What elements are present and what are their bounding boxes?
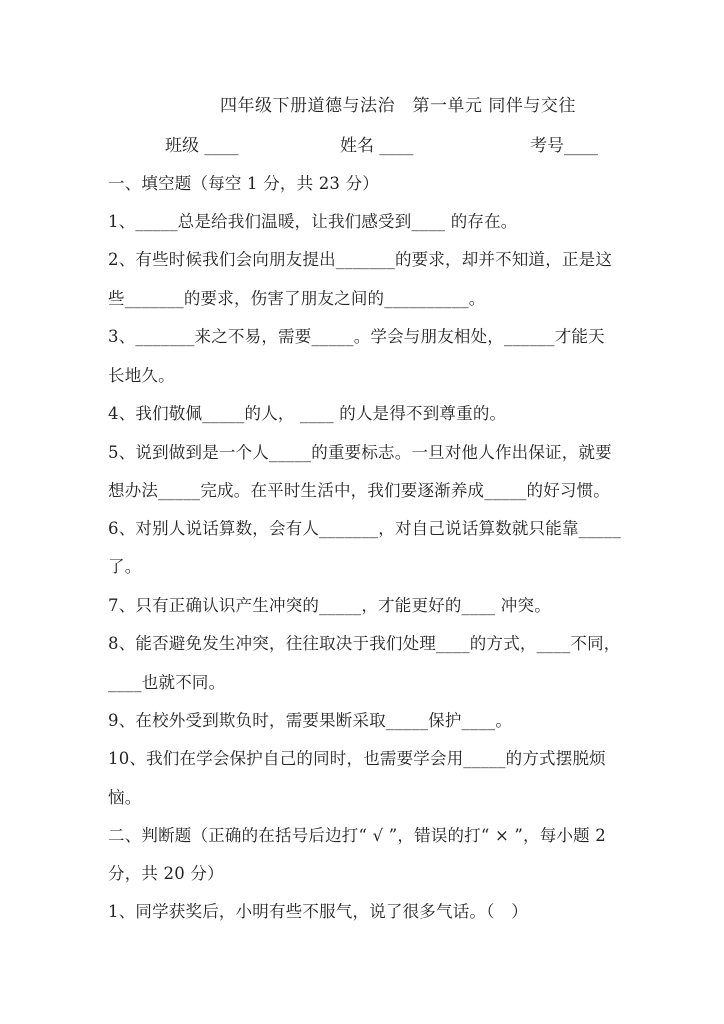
- question-line: 2、有些时候我们会向朋友提出_______的要求，却并不知道，正是这: [108, 250, 613, 269]
- section-heading-fill-in: 一、填空题（每空 1 分，共 23 分）: [108, 174, 379, 193]
- section-heading-true-false: 二、判断题（正确的在括号后边打“ √ ”，错误的打“ × ”，每小题 2: [108, 826, 607, 845]
- question-line: 7、只有正确认识产生冲突的_____，才能更好的____ 冲突。: [108, 596, 551, 615]
- class-field-label: 班级 ____: [165, 136, 239, 156]
- page-title: 四年级下册道德与法治 第一单元 同伴与交往: [220, 96, 576, 116]
- question-line: 8、能否避免发生冲突，往往取决于我们处理____的方式，____不同，: [108, 634, 621, 653]
- name-field-label: 姓名 ____: [340, 136, 414, 156]
- question-line: 了。: [108, 557, 142, 576]
- question-line: 1、同学获奖后，小明有些不服气，说了很多气话。（ ）: [108, 902, 528, 921]
- question-line: ____也就不同。: [108, 673, 226, 692]
- question-line: 10、我们在学会保护自己的同时，也需要学会用_____的方式摆脱烦: [108, 749, 606, 768]
- question-line: 5、说到做到是一个人_____的重要标志。一旦对他人作出保证，就要: [108, 443, 612, 462]
- question-line: 1、_____总是给我们温暖，让我们感受到____ 的存在。: [108, 212, 518, 231]
- question-line: 长地久。: [108, 366, 175, 385]
- question-line: 想办法_____完成。在平时生活中，我们要逐渐养成_____的好习惯。: [108, 481, 610, 500]
- question-line: 6、对别人说话算数，会有人_______，对自己说话算数就只能靠_____: [108, 519, 621, 538]
- question-line: 4、我们敬佩_____的人， ____ 的人是得不到尊重的。: [108, 404, 507, 423]
- question-line: 恼。: [108, 788, 142, 807]
- question-line: 3、_______来之不易，需要_____。学会与朋友相处，______才能天: [108, 327, 605, 346]
- question-line: 些_______的要求，伤害了朋友之间的__________。: [108, 289, 486, 308]
- question-line: 9、在校外受到欺负时，需要果断采取_____保护____。: [108, 711, 513, 730]
- exam-number-field-label: 考号____: [530, 136, 598, 156]
- section-heading-true-false-cont: 分，共 20 分）: [108, 864, 224, 883]
